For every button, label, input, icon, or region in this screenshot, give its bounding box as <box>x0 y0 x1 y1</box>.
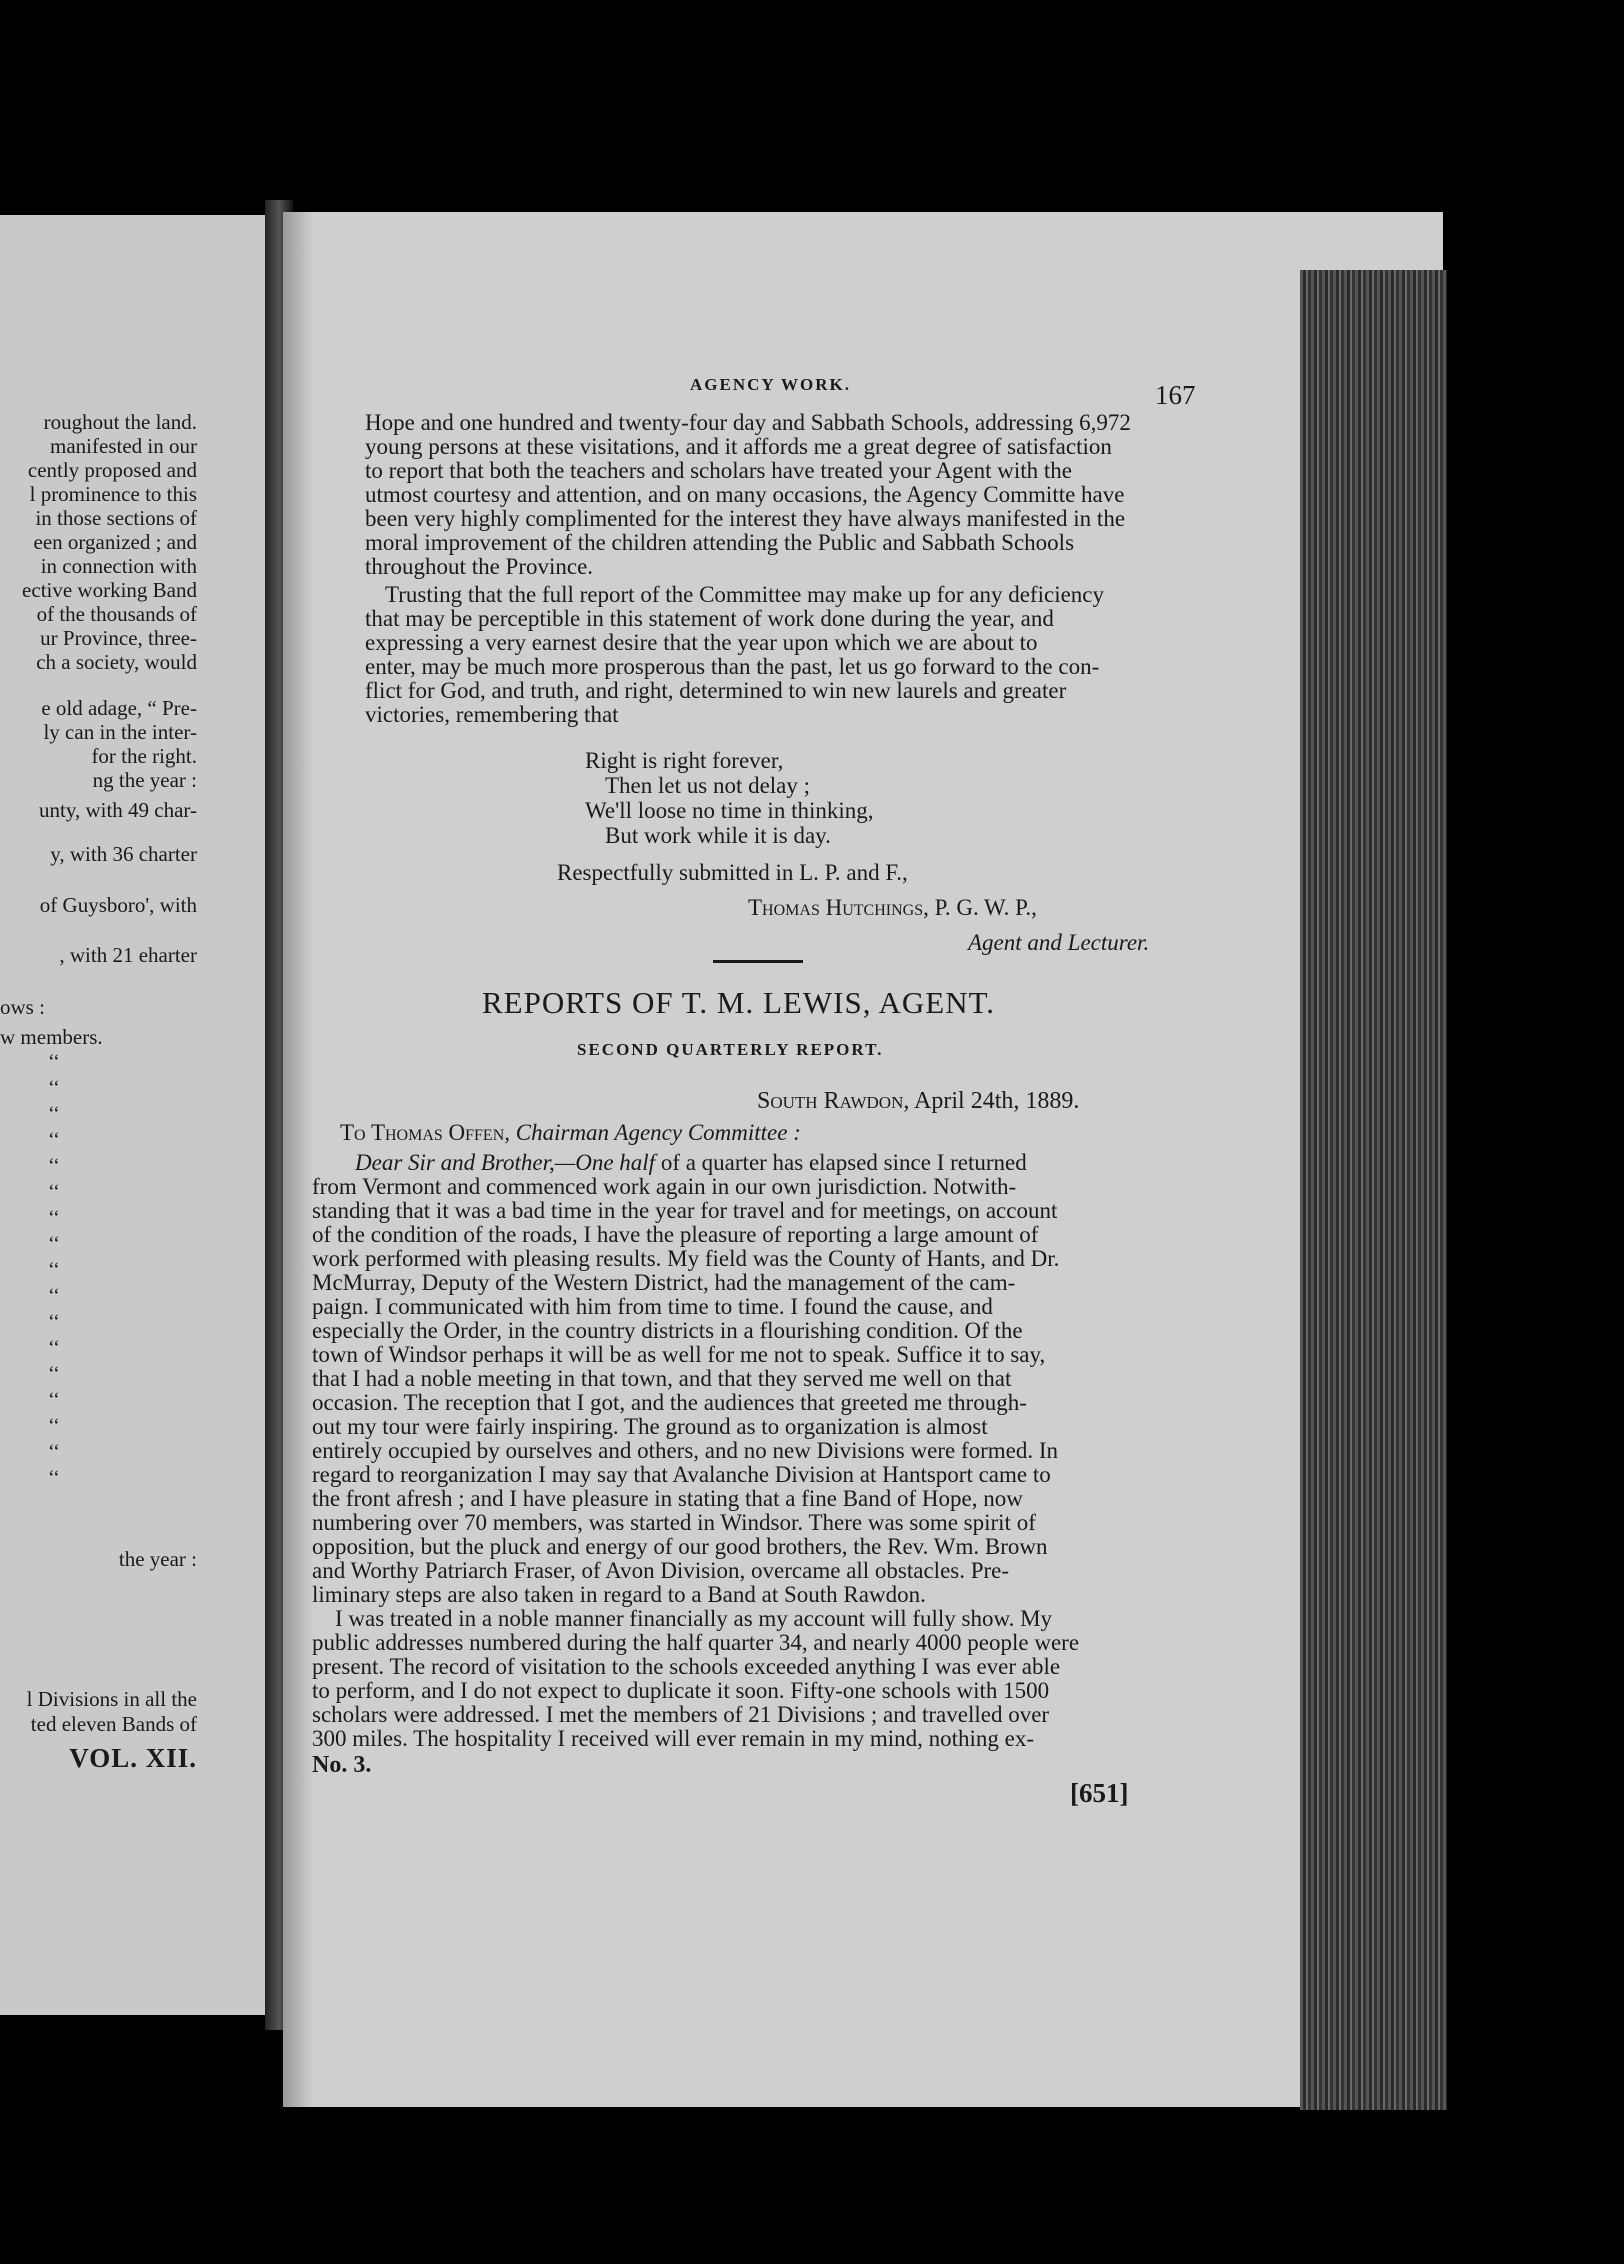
closing-line: Respectfully submitted in L. P. and F., <box>557 860 908 885</box>
address-name: To Thomas Offen <box>340 1120 505 1145</box>
body-line: McMurray, Deputy of the Western District, had the management of the cam- <box>312 1270 1016 1295</box>
body-line: to report that both the teachers and scholars have treated your Agent with the <box>365 458 1073 483</box>
address-rest: , Chairman Agency Committee : <box>504 1120 801 1145</box>
left-line: ng the year : <box>92 768 197 792</box>
left-line: ur Province, three- <box>40 626 197 650</box>
body-line: entirely occupied by ourselves and others, and no new Divisions were formed. In <box>312 1438 1059 1463</box>
ditto-mark: ‘‘ <box>48 1415 60 1437</box>
ditto-mark: ‘‘ <box>48 1181 60 1203</box>
left-line: of the thousands of <box>36 602 197 626</box>
section-divider <box>713 960 803 963</box>
left-line: w members. <box>0 1025 103 1049</box>
body-line: scholars were addressed. I met the members of 21 Divisions ; and travelled over <box>312 1702 1050 1727</box>
ditto-mark: ‘‘ <box>48 1441 60 1463</box>
body-line: especially the Order, in the country districts in a flourishing condition. Of the <box>312 1318 1023 1343</box>
body-line: Trusting that the full report of the Committee may make up for any deficiency <box>385 582 1104 607</box>
page-edges <box>1300 270 1447 2110</box>
ditto-mark: ‘‘ <box>48 1311 60 1333</box>
left-line: ows : <box>0 995 45 1019</box>
body-line: standing that it was a bad time in the year for travel and for meetings, on account <box>312 1198 1058 1223</box>
address-line <box>340 1120 801 1146</box>
ditto-mark: ‘‘ <box>48 1103 60 1125</box>
body-line: utmost courtesy and attention, and on many occasions, the Agency Committe have <box>365 482 1125 507</box>
body-line: the front afresh ; and I have pleasure in stating that a fine Band of Hope, now <box>312 1486 1023 1511</box>
volume-label: VOL. XII. <box>69 1743 197 1773</box>
place-date <box>757 1088 1079 1115</box>
ditto-mark: ‘‘ <box>48 1389 60 1411</box>
salutation: Dear Sir and Brother,—One half <box>355 1150 656 1175</box>
body-line: been very highly complimented for the interest they have always manifested in the <box>365 506 1126 531</box>
left-line: y, with 36 charter <box>50 842 197 866</box>
ditto-mark: ‘‘ <box>48 1233 60 1255</box>
footer-number: No. 3. <box>312 1752 372 1778</box>
body-line: opposition, but the pluck and energy of our good brothers, the Rev. Wm. Brown <box>312 1534 1048 1559</box>
body-line: regard to reorganization I may say that Avalanche Division at Hantsport came to <box>312 1462 1051 1487</box>
footer-page: [651] <box>1070 1778 1129 1808</box>
left-line: ective working Band <box>22 578 197 602</box>
ditto-mark: ‘‘ <box>48 1129 60 1151</box>
left-line: for the right. <box>91 744 197 768</box>
running-head: AGENCY WORK. <box>690 375 851 394</box>
left-line: manifested in our <box>50 434 197 458</box>
body-line: town of Windsor perhaps it will be as well for me not to speak. Suffice it to say, <box>312 1342 1046 1367</box>
place: South Rawdon <box>757 1088 904 1114</box>
left-line: l prominence to this <box>29 482 197 506</box>
body-line: moral improvement of the children attending the Public and Sabbath Schools <box>365 530 1075 555</box>
ditto-mark: ‘‘ <box>48 1285 60 1307</box>
left-line: , with 21 eharter <box>59 943 197 967</box>
body-line: victories, remembering that <box>365 702 619 727</box>
body-line: Hope and one hundred and twenty-four day and Sabbath Schools, addressing 6,972 <box>365 410 1131 435</box>
body-line: flict for God, and truth, and right, determined to win new laurels and greater <box>365 678 1067 703</box>
date: , April 24th, 1889. <box>903 1088 1080 1114</box>
left-line: ch a society, would <box>36 650 197 674</box>
body-line: public addresses numbered during the half quarter 34, and nearly 4000 people were <box>312 1630 1080 1655</box>
left-line: roughout the land. <box>43 410 197 434</box>
ditto-mark: ‘‘ <box>48 1207 60 1229</box>
left-line: in connection with <box>40 554 197 578</box>
left-page <box>0 215 265 2015</box>
ditto-mark: ‘‘ <box>48 1051 60 1073</box>
body-line: out my tour were fairly inspiring. The ground as to organization is almost <box>312 1414 988 1439</box>
poem-line: But work while it is day. <box>605 823 831 848</box>
ditto-mark: ‘‘ <box>48 1259 60 1281</box>
body-line: 300 miles. The hospitality I received will ever remain in my mind, nothing ex- <box>312 1726 1034 1751</box>
signature-title <box>968 930 1149 956</box>
body-line: expressing a very earnest desire that the year upon which we are about to <box>365 630 1038 655</box>
salutation-rest: of a quarter has elapsed since I returned <box>655 1150 1027 1175</box>
body-line: liminary steps are also taken in regard to a Band at South Rawdon. <box>312 1582 926 1607</box>
signature-title-text: Agent and Lecturer. <box>968 930 1150 955</box>
section-subtitle: SECOND QUARTERLY REPORT. <box>577 1040 884 1059</box>
ditto-mark: ‘‘ <box>48 1363 60 1385</box>
body-line: of the condition of the roads, I have the pleasure of reporting a large amount of <box>312 1222 1039 1247</box>
poem-line: We'll loose no time in thinking, <box>585 798 874 823</box>
body-line: young persons at these visitations, and it affords me a great degree of satisfaction <box>365 434 1112 459</box>
body-line: numbering over 70 members, was started in Windsor. There was some spirit of <box>312 1510 1036 1535</box>
ditto-mark: ‘‘ <box>48 1337 60 1359</box>
body-line: present. The record of visitation to the schools exceeded anything I was ever able <box>312 1654 1061 1679</box>
left-line: unty, with 49 char- <box>38 798 197 822</box>
left-line: cently proposed and <box>27 458 197 482</box>
section-title: REPORTS OF T. M. LEWIS, AGENT. <box>482 985 995 1020</box>
signature <box>748 895 1037 921</box>
body-line: paign. I communicated with him from time to time. I found the cause, and <box>312 1294 993 1319</box>
ditto-mark: ‘‘ <box>48 1077 60 1099</box>
body-line: enter, may be much more prosperous than the past, let us go forward to the con- <box>365 654 1100 679</box>
body-line: occasion. The reception that I got, and the audiences that greeted me through- <box>312 1390 1027 1415</box>
body-line: throughout the Province. <box>365 554 594 579</box>
poem-line: Right is right forever, <box>585 748 784 773</box>
left-line: of Guysboro', with <box>39 893 197 917</box>
ditto-mark: ‘‘ <box>48 1467 60 1489</box>
body-line: that may be perceptible in this statement of work done during the year, and <box>365 606 1054 631</box>
left-line: the year : <box>118 1547 197 1571</box>
body-line: to perform, and I do not expect to duplicate it soon. Fifty-one schools with 1500 <box>312 1678 1050 1703</box>
left-line: e old adage, “ Pre- <box>41 696 197 720</box>
body-line <box>355 1150 1027 1176</box>
left-line: een organized ; and <box>33 530 197 554</box>
page-number: 167 <box>1155 380 1196 410</box>
body-line: work performed with pleasing results. My field was the County of Hants, and Dr. <box>312 1246 1060 1271</box>
left-line: ly can in the inter- <box>43 720 197 744</box>
body-line: I was treated in a noble manner financially as my account will fully show. My <box>335 1606 1053 1631</box>
body-line: that I had a noble meeting in that town, and that they served me well on that <box>312 1366 1012 1391</box>
signature-name: Thomas Hutchings <box>748 895 924 920</box>
poem-line: Then let us not delay ; <box>605 773 811 798</box>
body-line: from Vermont and commenced work again in our own jurisdiction. Notwith- <box>312 1174 1017 1199</box>
left-line: in those sections of <box>35 506 197 530</box>
page-fold-shadow <box>283 212 313 2107</box>
left-line: ted eleven Bands of <box>30 1712 197 1736</box>
signature-rest: , P. G. W. P., <box>923 895 1037 920</box>
left-line: l Divisions in all the <box>26 1687 197 1711</box>
ditto-mark: ‘‘ <box>48 1155 60 1177</box>
body-line: and Worthy Patriarch Fraser, of Avon Division, overcame all obstacles. Pre- <box>312 1558 1010 1583</box>
